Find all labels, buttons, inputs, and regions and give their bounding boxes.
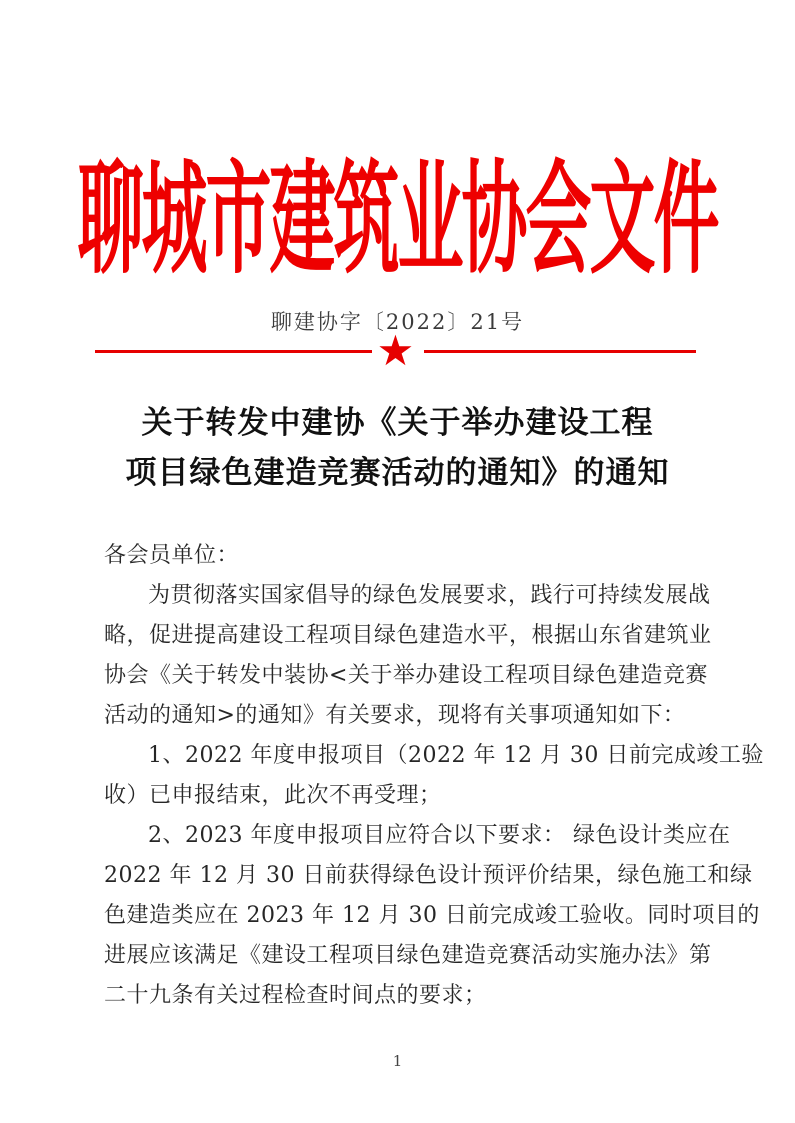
body-line: 活动的通知>的通知》有关要求，现将有关事项通知如下： [104,703,686,728]
body-line: 进展应该满足《建设工程项目绿色建造竞赛活动实施办法》第 [104,943,712,968]
notice-title-line1: 关于转发中建协《关于举办建设工程 [141,405,654,441]
body-line: 略，促进提高建设工程项目绿色建造水平，根据山东省建筑业 [104,623,712,648]
body-line-item-1: 1、2022 年度申报项目（2022 年 12 月 30 日前完成竣工验 [148,743,764,768]
page-number: 1 [392,1052,403,1070]
body-line: 收）已申报结束，此次不再受理； [104,783,442,808]
body-line-salutation: 各会员单位： [104,543,240,568]
notice-title [0,398,795,498]
doc-number: 聊建协字〔2022〕21号 [270,310,525,334]
header-rule-left-segment [95,350,372,353]
body-line: 为贯彻落实国家倡导的绿色发展要求，践行可持续发展战 [148,583,711,608]
document-header-title: 聊城市建筑业协会文件 [77,146,718,292]
notice-title-line2: 项目绿色建造竞赛活动的通知》的通知 [125,455,670,491]
body-line: 协会《关于转发中装协<关于举办建设工程项目绿色建造竞赛 [104,663,708,688]
body-line: 二十九条有关过程检查时间点的要求； [104,983,487,1008]
body-line-item-2: 2、2023 年度申报项目应符合以下要求： 绿色设计类应在 [148,823,731,848]
body-line: 色建造类应在 2023 年 12 月 30 日前完成竣工验收。同时项目的 [104,903,760,928]
header-rule-right-segment [424,350,696,353]
red-star-icon: ★ [376,326,415,375]
document-body [104,536,764,1016]
header-rule [95,326,696,375]
body-line: 2022 年 12 月 30 日前获得绿色设计预评价结果，绿色施工和绿 [104,863,753,888]
